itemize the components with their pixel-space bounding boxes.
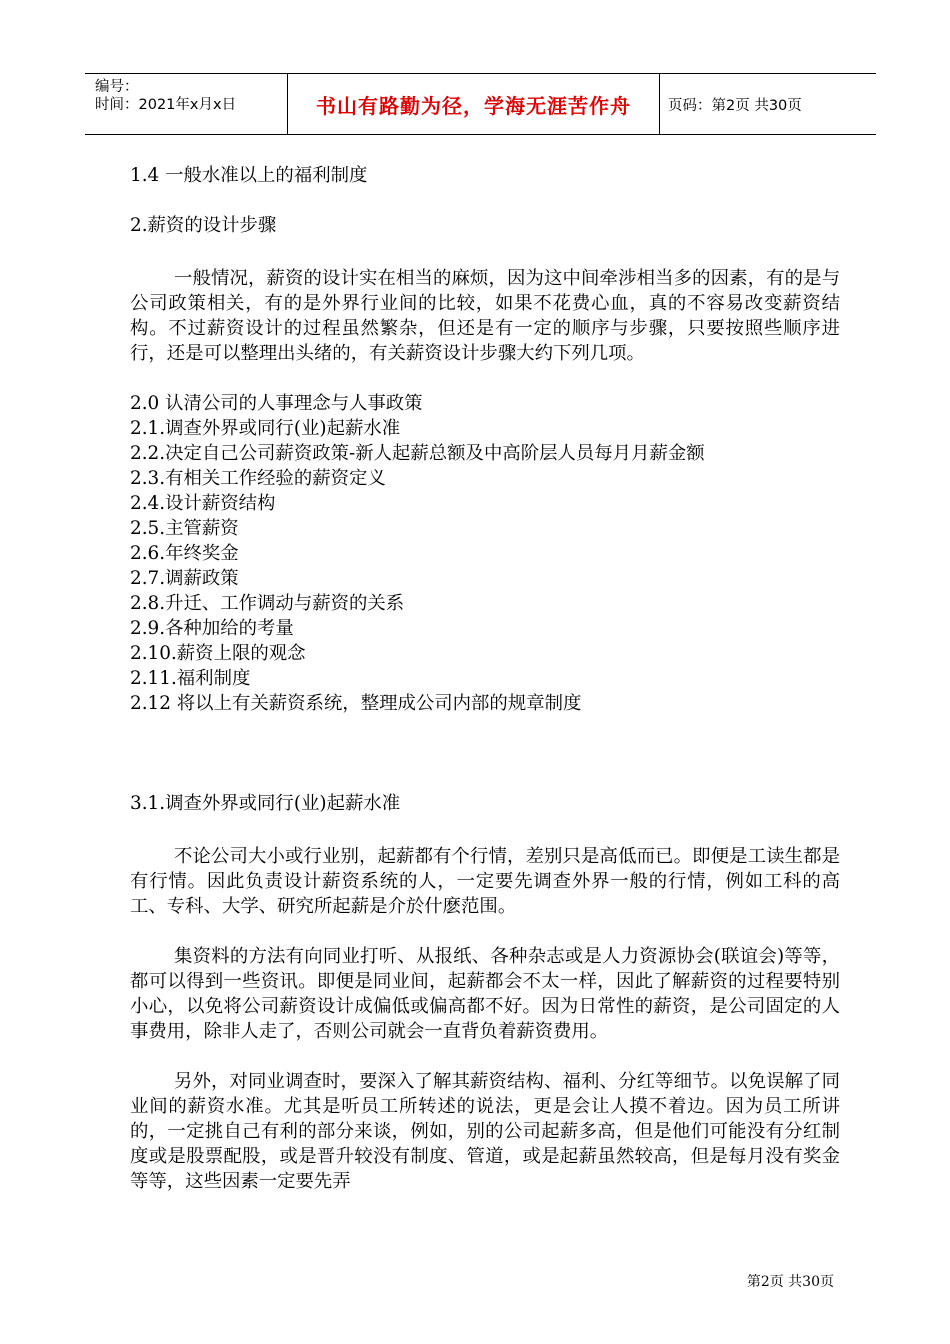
- paragraph-2: 集资料的方法有向同业打听、从报纸、各种杂志或是人力资源协会(联谊会)等等，都可以得到一些资讯。即便是同业间，起薪都会不太一样，因此了解薪资的过程要特别小心，以免将公司薪资设计成偏低或偏高都不好。因为日常性的薪资，是公司固定的人事费用，除非人走了，否则公司就会一直背负着薪资费用。: [130, 946, 840, 1042]
- list-item: 2.10.薪资上限的观念: [130, 643, 306, 664]
- list-item: 2.5.主管薪资: [130, 518, 239, 539]
- paragraph-1: 不论公司大小或行业别，起薪都有个行情，差别只是高低而已。即便是工读生都是有行情。因此负责设计薪资系统的人，一定要先调查外界一般的行情，例如工科的高工、专科、大学、研究所起薪是介於什麽范围。: [130, 846, 840, 917]
- section-heading-3-1: 3.1.调查外界或同行(业)起薪水准: [130, 793, 401, 814]
- list-item: 2.11.福利制度: [130, 668, 251, 689]
- list-item: 2.7.调薪政策: [130, 568, 239, 589]
- list-item: 2.2.决定自己公司薪资政策-新人起薪总额及中高阶层人员每月月薪金额: [130, 443, 705, 464]
- paragraph-3: 另外，对同业调查时，要深入了解其薪资结构、福利、分红等细节。以免误解了同业间的薪资水准。尤其是听员工所转述的说法，更是会让人摸不着边。因为员工所讲的，一定挑自己有利的部分来谈，例如，别的公司起薪多高，但是他们可能没有分红制度或是股票配股，或是晋升较没有制度、管道，或是起薪虽然较高，但是每月没有奖金等等，这些因素一定要先弄: [130, 1071, 840, 1192]
- list-item: 2.1.调查外界或同行(业)起薪水准: [130, 418, 401, 439]
- header-page-info: 页码：第2页 共30页: [668, 97, 802, 114]
- list-item: 2.6.年终奖金: [130, 543, 239, 564]
- list-item: 2.3.有相关工作经验的薪资定义: [130, 468, 386, 489]
- page-header: [85, 73, 876, 135]
- list-item: 2.4.设计薪资结构: [130, 493, 276, 514]
- header-time-label: 时间：2021年x月x日: [95, 97, 237, 113]
- list-item: 2.12 将以上有关薪资系统，整理成公司内部的规章制度: [130, 693, 582, 714]
- section-heading-2: 2.薪资的设计步骤: [130, 215, 277, 236]
- list-item: 2.0 认清公司的人事理念与人事政策: [130, 393, 423, 414]
- section-heading-1-4: 1.4 一般水准以上的福利制度: [130, 165, 368, 186]
- design-steps-list: [130, 391, 840, 716]
- intro-paragraph: 一般情况，薪资的设计实在相当的麻烦，因为这中间牵涉相当多的因素，有的是与公司政策相关，有的是外界行业间的比较，如果不花费心血，真的不容易改变薪资结构。不过薪资设计的过程虽然繁杂，但还是有一定的顺序与步骤，只要按照些顺序进行，还是可以整理出头绪的，有关薪资设计步骤大约下列几项。: [130, 268, 840, 364]
- header-motto: 书山有路勤为径，学海无涯苦作舟: [316, 93, 631, 118]
- header-number-label: 编号：: [95, 79, 139, 95]
- header-motto-cell: [287, 74, 660, 134]
- list-item: 2.9.各种加给的考量: [130, 618, 294, 639]
- header-meta: [85, 74, 287, 134]
- document-body: [130, 163, 840, 1194]
- page-footer: 第2页 共30页: [746, 1274, 834, 1290]
- list-item: 2.8.升迁、工作调动与薪资的关系: [130, 593, 405, 614]
